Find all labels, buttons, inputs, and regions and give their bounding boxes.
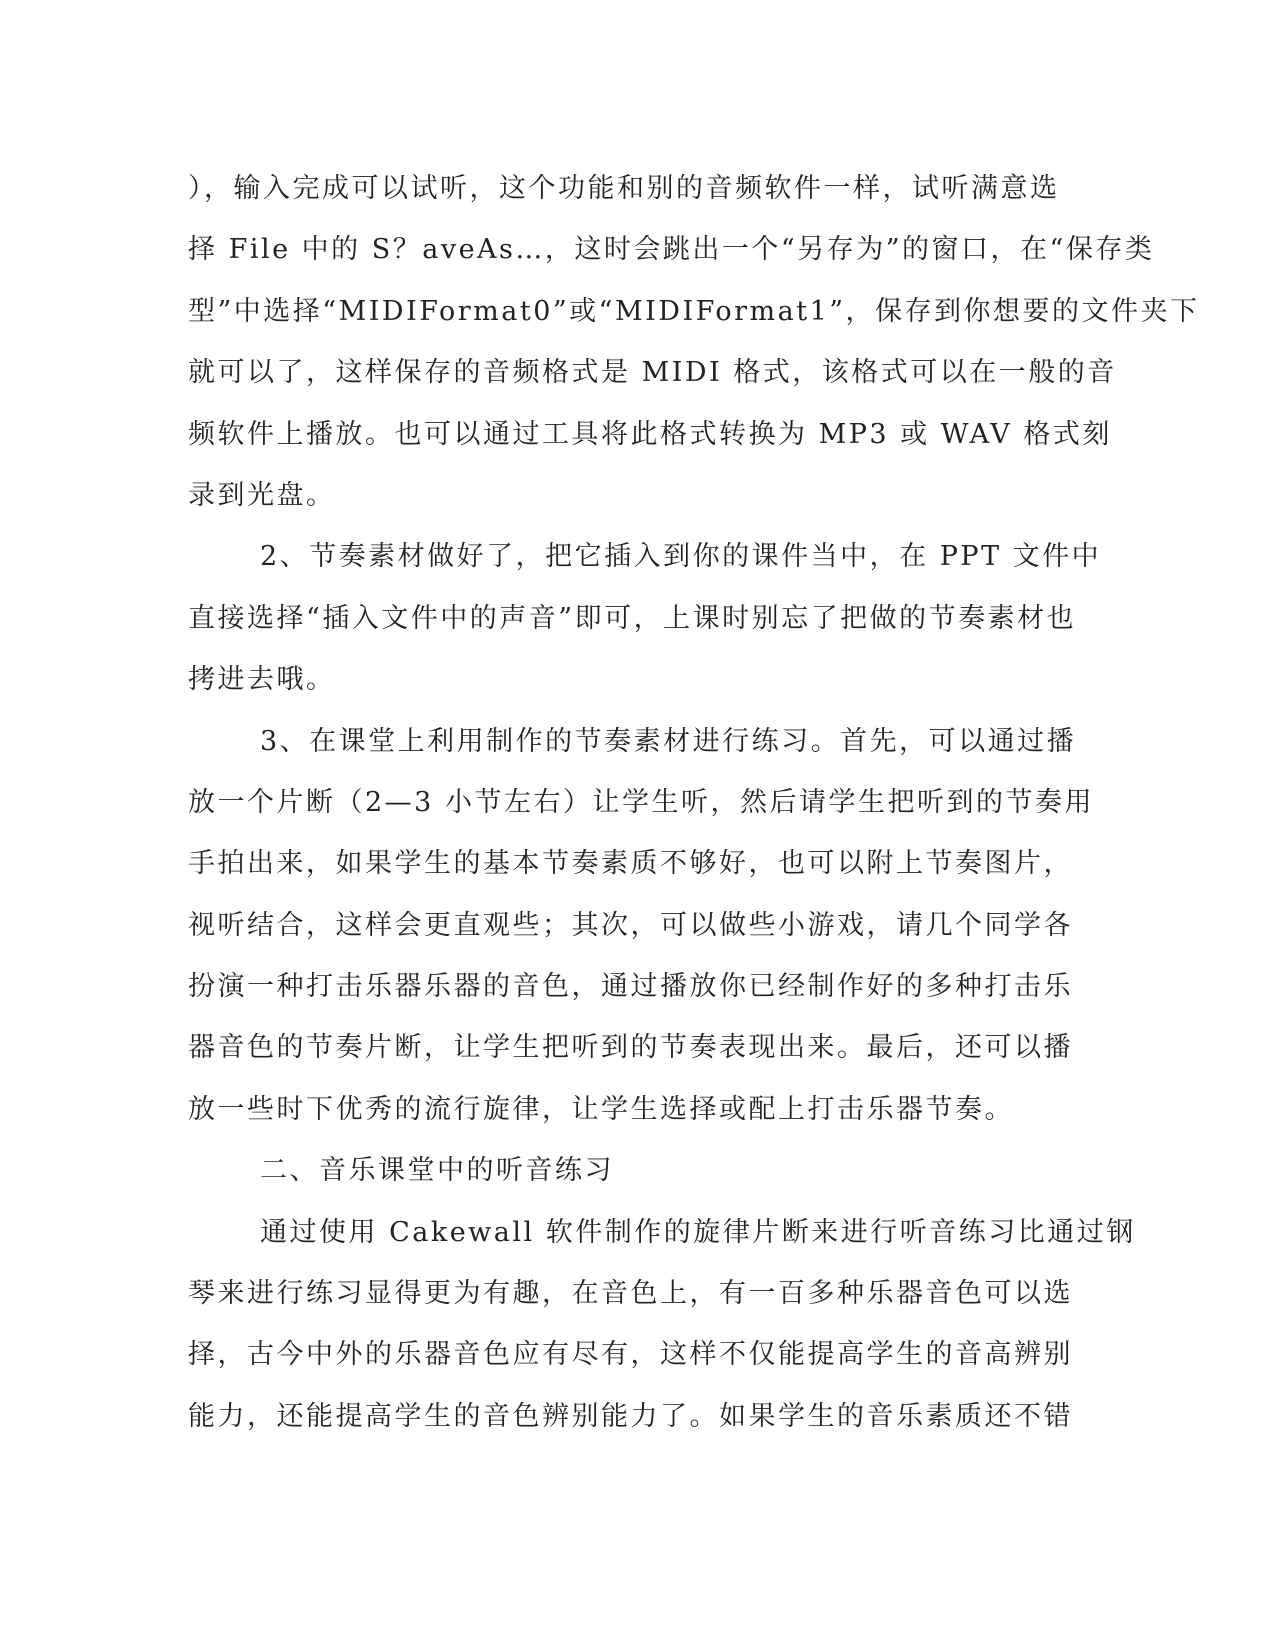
- text-line: 琴来进行练习显得更为有趣，在音色上，有一百多种乐器音色可以选: [188, 1278, 1073, 1310]
- text-line: 直接选择“插入文件中的声音”即可，上课时别忘了把做的节奏素材也: [188, 602, 1077, 634]
- text-line: 拷进去哦。: [188, 664, 336, 696]
- paragraph-3-start: 3、在课堂上利用制作的节奏素材进行练习。首先，可以通过播: [260, 725, 1077, 757]
- text-line: 频软件上播放。也可以通过工具将此格式转换为 MP3 或 WAV 格式刻: [188, 418, 1112, 450]
- paragraph-4-start: 通过使用 Cakewall 软件制作的旋律片断来进行听音练习比通过钢: [260, 1216, 1136, 1248]
- text-line: 能力，还能提高学生的音色辨别能力了。如果学生的音乐素质还不错: [188, 1400, 1073, 1432]
- section-heading: 二、音乐课堂中的听音练习: [260, 1155, 614, 1187]
- text-line: 放一个片断（2—3 小节左右）让学生听，然后请学生把听到的节奏用: [188, 786, 1094, 818]
- paragraph-2-start: 2、节奏素材做好了，把它插入到你的课件当中，在 PPT 文件中: [260, 541, 1102, 573]
- text-line: 录到光盘。: [188, 479, 336, 511]
- document-body: [188, 158, 1200, 1447]
- text-line: 择，古今中外的乐器音色应有尽有，这样不仅能提高学生的音高辨别: [188, 1339, 1073, 1371]
- text-line: 视听结合，这样会更直观些；其次，可以做些小游戏，请几个同学各: [188, 909, 1073, 941]
- text-line: ），输入完成可以试听，这个功能和别的音频软件一样，试听满意选: [188, 173, 1060, 204]
- text-line: 手拍出来，如果学生的基本节奏素质不够好，也可以附上节奏图片，: [188, 848, 1073, 880]
- text-line: 器音色的节奏片断，让学生把听到的节奏表现出来。最后，还可以播: [188, 1032, 1073, 1064]
- text-line: 择 File 中的 S？aveAs…，这时会跳出一个“另存为”的窗口，在“保存类: [188, 234, 1155, 266]
- text-line: 扮演一种打击乐器乐器的音色，通过播放你已经制作好的多种打击乐: [188, 971, 1073, 1003]
- text-line: 型”中选择“MIDIFormat0”或“MIDIFormat1”，保存到你想要的文件夹下: [188, 295, 1200, 327]
- text-line: 就可以了，这样保存的音频格式是 MIDI 格式，该格式可以在一般的音: [188, 357, 1117, 389]
- text-line: 放一些时下优秀的流行旋律，让学生选择或配上打击乐器节奏。: [188, 1093, 1014, 1125]
